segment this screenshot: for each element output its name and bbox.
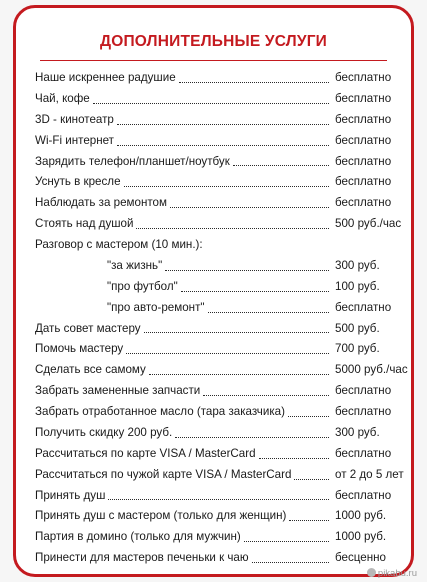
service-name: Wi-Fi интернет (35, 131, 115, 152)
watermark-text: pikabu.ru (377, 568, 417, 579)
service-row (35, 465, 404, 486)
service-price: 300 руб. (335, 425, 380, 439)
service-name: Помочь мастеру (35, 339, 124, 360)
service-row (35, 548, 395, 569)
service-row (35, 256, 395, 277)
leader-dots (294, 479, 329, 480)
service-name: Рассчитаться по чужой карте VISA / MasterCard (35, 465, 292, 486)
service-price: бесплатно (335, 133, 392, 147)
service-price: бесплатно (335, 384, 392, 398)
leader-dots (252, 562, 329, 563)
service-name: Забрать отработанное масло (тара заказчика) (35, 402, 286, 423)
service-name: Принять душ с мастером (только для женщин) (35, 506, 287, 527)
leader-dots (203, 395, 329, 396)
service-price: 500 руб. (335, 321, 380, 335)
service-price: бесплатно (335, 300, 392, 314)
service-row (35, 506, 395, 527)
leader-dots (165, 270, 329, 271)
leader-dots (124, 186, 329, 187)
service-price: 500 руб./час (335, 217, 402, 231)
service-name: Наше искреннее радушие (35, 68, 177, 89)
service-row (35, 360, 408, 381)
page-title: ДОПОЛНИТЕЛЬНЫЕ УСЛУГИ (99, 33, 328, 50)
services-list (35, 68, 408, 569)
service-row (35, 89, 395, 110)
service-name: Разговор с мастером (10 мин.): (35, 235, 204, 256)
service-row (35, 402, 395, 423)
service-row (35, 152, 395, 173)
service-name: Рассчитаться по карте VISA / MasterCard (35, 444, 257, 465)
service-row (35, 172, 395, 193)
service-name: "за жизнь" (107, 256, 163, 277)
service-name: Стоять над душой (35, 214, 134, 235)
leader-dots (175, 437, 329, 438)
leader-dots (170, 207, 329, 208)
service-name: "про футбол" (107, 277, 179, 298)
leader-dots (289, 520, 329, 521)
service-name: Наблюдать за ремонтом (35, 193, 168, 214)
service-row (35, 214, 402, 235)
leader-dots (259, 458, 329, 459)
service-name: Дать совет мастеру (35, 319, 142, 340)
service-row (35, 486, 395, 507)
service-name: Получить скидку 200 руб. (35, 423, 173, 444)
service-name: Забрать замененные запчасти (35, 381, 201, 402)
service-price: бесплатно (335, 71, 392, 84)
leader-dots (244, 541, 329, 542)
service-price: бесплатно (335, 446, 392, 460)
service-price: 1000 руб. (335, 509, 387, 523)
title-underline (40, 60, 387, 61)
leader-dots (149, 374, 329, 375)
service-price: 700 руб. (335, 342, 380, 356)
leader-dots (233, 165, 329, 166)
service-name: Уснуть в кресле (35, 172, 122, 193)
service-price: бесплатно (335, 112, 392, 126)
watermark (367, 568, 417, 579)
leader-dots (117, 124, 329, 125)
service-price: бесплатно (335, 488, 392, 502)
service-price: бесплатно (335, 175, 392, 189)
service-price: от 2 до 5 лет (335, 467, 404, 481)
leader-dots (181, 291, 329, 292)
service-price: 5000 руб./час (335, 363, 408, 377)
service-row (35, 131, 395, 152)
service-price: бесплатно (335, 405, 392, 418)
leader-dots (144, 332, 329, 333)
service-price: бесценно (335, 551, 386, 565)
leader-dots (136, 228, 329, 229)
service-row (35, 68, 395, 89)
service-row (35, 319, 395, 340)
service-name: "про авто-ремонт" (107, 298, 206, 319)
service-row (35, 339, 395, 360)
service-price: 1000 руб. (335, 530, 387, 544)
service-price: бесплатно (335, 196, 392, 210)
leader-dots (208, 312, 330, 313)
service-row (35, 277, 395, 298)
pikabu-logo-icon (367, 568, 376, 577)
service-name: 3D - кинотеатр (35, 110, 115, 131)
service-row (35, 423, 395, 444)
service-name: Принести для мастеров печеньки к чаю (35, 548, 250, 569)
service-name: Принять душ (35, 486, 106, 507)
service-price: 100 руб. (335, 279, 380, 293)
service-price: бесплатно (335, 154, 392, 168)
service-row (35, 381, 395, 402)
leader-dots (93, 103, 329, 104)
leader-dots (117, 145, 329, 146)
leader-dots (288, 416, 329, 417)
service-name: Чай, кофе (35, 89, 91, 110)
service-price: 300 руб. (335, 258, 380, 272)
price-list-card (13, 5, 414, 577)
leader-dots (108, 499, 329, 500)
service-name: Зарядить телефон/планшет/ноутбук (35, 152, 231, 173)
service-name: Сделать все самому (35, 360, 147, 381)
service-price: бесплатно (335, 91, 392, 105)
service-row (35, 444, 395, 465)
leader-dots (179, 82, 329, 83)
service-row (35, 235, 395, 256)
service-row (35, 298, 395, 319)
service-row (35, 110, 395, 131)
service-row (35, 527, 395, 548)
service-name: Партия в домино (только для мужчин) (35, 527, 242, 548)
service-row (35, 193, 395, 214)
leader-dots (126, 353, 329, 354)
